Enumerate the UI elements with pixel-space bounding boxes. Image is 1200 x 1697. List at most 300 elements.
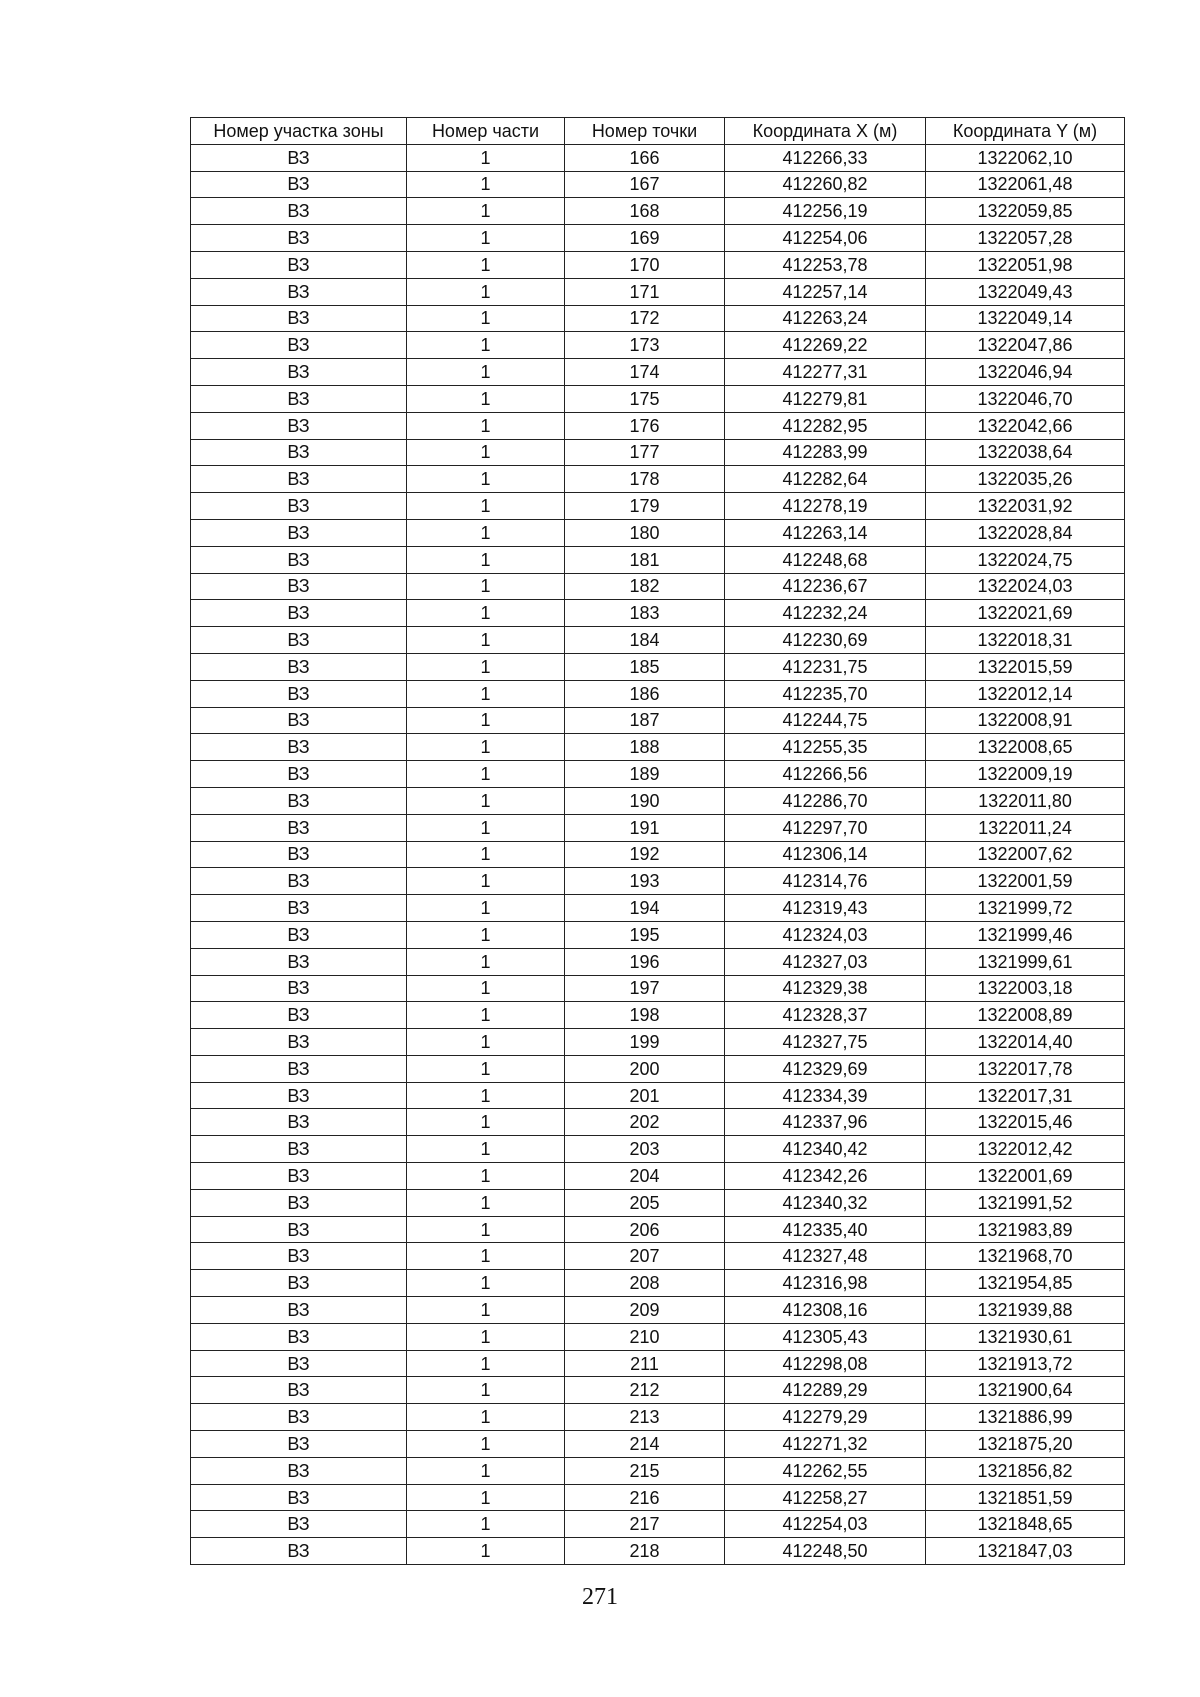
cell-part-number: 1 (407, 814, 565, 841)
cell-part-number: 1 (407, 305, 565, 332)
table-row (191, 385, 1125, 412)
cell-point-number: 196 (565, 948, 725, 975)
cell-coordinate-x: 412282,95 (725, 412, 926, 439)
table-row (191, 814, 1125, 841)
cell-zone-section: ВЗ (191, 1297, 407, 1324)
cell-coordinate-x: 412319,43 (725, 895, 926, 922)
cell-part-number: 1 (407, 1297, 565, 1324)
cell-coordinate-x: 412289,29 (725, 1377, 926, 1404)
table-row (191, 868, 1125, 895)
table-row (191, 921, 1125, 948)
cell-point-number: 184 (565, 627, 725, 654)
cell-part-number: 1 (407, 1484, 565, 1511)
cell-point-number: 189 (565, 761, 725, 788)
cell-coordinate-x: 412266,33 (725, 144, 926, 171)
cell-zone-section: ВЗ (191, 1270, 407, 1297)
cell-part-number: 1 (407, 787, 565, 814)
cell-part-number: 1 (407, 1377, 565, 1404)
cell-coordinate-x: 412328,37 (725, 1002, 926, 1029)
cell-coordinate-x: 412286,70 (725, 787, 926, 814)
table-row (191, 278, 1125, 305)
cell-coordinate-x: 412248,68 (725, 546, 926, 573)
cell-zone-section: ВЗ (191, 1136, 407, 1163)
table-row (191, 519, 1125, 546)
cell-coordinate-x: 412327,75 (725, 1029, 926, 1056)
cell-coordinate-y: 1321954,85 (926, 1270, 1125, 1297)
cell-point-number: 166 (565, 144, 725, 171)
cell-zone-section: ВЗ (191, 225, 407, 252)
table-row (191, 466, 1125, 493)
cell-point-number: 203 (565, 1136, 725, 1163)
cell-point-number: 212 (565, 1377, 725, 1404)
cell-coordinate-y: 1322014,40 (926, 1029, 1125, 1056)
table-row (191, 787, 1125, 814)
cell-coordinate-y: 1321999,46 (926, 921, 1125, 948)
cell-zone-section: ВЗ (191, 1163, 407, 1190)
cell-part-number: 1 (407, 627, 565, 654)
cell-point-number: 183 (565, 600, 725, 627)
table-row (191, 1216, 1125, 1243)
cell-coordinate-y: 1322003,18 (926, 975, 1125, 1002)
cell-point-number: 204 (565, 1163, 725, 1190)
coordinates-table (190, 117, 1125, 1565)
cell-zone-section: ВЗ (191, 171, 407, 198)
cell-coordinate-y: 1321999,72 (926, 895, 1125, 922)
cell-coordinate-x: 412244,75 (725, 707, 926, 734)
cell-coordinate-x: 412340,42 (725, 1136, 926, 1163)
table-row (191, 1484, 1125, 1511)
cell-coordinate-y: 1322001,59 (926, 868, 1125, 895)
cell-point-number: 218 (565, 1538, 725, 1565)
cell-point-number: 214 (565, 1431, 725, 1458)
cell-point-number: 216 (565, 1484, 725, 1511)
cell-part-number: 1 (407, 573, 565, 600)
table-row (191, 144, 1125, 171)
cell-point-number: 172 (565, 305, 725, 332)
cell-coordinate-y: 1322015,59 (926, 653, 1125, 680)
cell-zone-section: ВЗ (191, 734, 407, 761)
table-header-row (191, 118, 1125, 145)
cell-coordinate-y: 1321900,64 (926, 1377, 1125, 1404)
cell-zone-section: ВЗ (191, 1538, 407, 1565)
table-row (191, 1243, 1125, 1270)
cell-point-number: 193 (565, 868, 725, 895)
cell-coordinate-x: 412314,76 (725, 868, 926, 895)
cell-coordinate-y: 1321848,65 (926, 1511, 1125, 1538)
table-row (191, 1538, 1125, 1565)
table-row (191, 1163, 1125, 1190)
cell-part-number: 1 (407, 198, 565, 225)
cell-part-number: 1 (407, 1457, 565, 1484)
cell-coordinate-y: 1322035,26 (926, 466, 1125, 493)
cell-part-number: 1 (407, 1216, 565, 1243)
cell-zone-section: ВЗ (191, 493, 407, 520)
cell-coordinate-x: 412329,69 (725, 1055, 926, 1082)
cell-coordinate-y: 1322049,14 (926, 305, 1125, 332)
cell-zone-section: ВЗ (191, 600, 407, 627)
cell-zone-section: ВЗ (191, 975, 407, 1002)
cell-coordinate-x: 412329,38 (725, 975, 926, 1002)
cell-coordinate-x: 412335,40 (725, 1216, 926, 1243)
cell-coordinate-x: 412298,08 (725, 1350, 926, 1377)
cell-coordinate-y: 1321847,03 (926, 1538, 1125, 1565)
cell-coordinate-x: 412236,67 (725, 573, 926, 600)
table-body (191, 144, 1125, 1564)
cell-coordinate-x: 412327,03 (725, 948, 926, 975)
cell-zone-section: ВЗ (191, 1055, 407, 1082)
cell-part-number: 1 (407, 332, 565, 359)
cell-point-number: 175 (565, 385, 725, 412)
cell-coordinate-x: 412342,26 (725, 1163, 926, 1190)
cell-point-number: 211 (565, 1350, 725, 1377)
cell-point-number: 217 (565, 1511, 725, 1538)
cell-point-number: 174 (565, 359, 725, 386)
cell-point-number: 200 (565, 1055, 725, 1082)
cell-point-number: 197 (565, 975, 725, 1002)
cell-coordinate-x: 412324,03 (725, 921, 926, 948)
table-row (191, 1511, 1125, 1538)
table-row (191, 171, 1125, 198)
cell-zone-section: ВЗ (191, 868, 407, 895)
cell-coordinate-y: 1321999,61 (926, 948, 1125, 975)
cell-zone-section: ВЗ (191, 761, 407, 788)
cell-coordinate-x: 412254,06 (725, 225, 926, 252)
cell-coordinate-x: 412248,50 (725, 1538, 926, 1565)
cell-coordinate-x: 412337,96 (725, 1109, 926, 1136)
cell-coordinate-x: 412235,70 (725, 680, 926, 707)
cell-point-number: 208 (565, 1270, 725, 1297)
cell-part-number: 1 (407, 948, 565, 975)
cell-coordinate-x: 412257,14 (725, 278, 926, 305)
cell-coordinate-x: 412278,19 (725, 493, 926, 520)
cell-point-number: 194 (565, 895, 725, 922)
cell-coordinate-y: 1322038,64 (926, 439, 1125, 466)
cell-part-number: 1 (407, 1136, 565, 1163)
cell-point-number: 185 (565, 653, 725, 680)
cell-zone-section: ВЗ (191, 948, 407, 975)
cell-coordinate-y: 1322009,19 (926, 761, 1125, 788)
cell-coordinate-y: 1321983,89 (926, 1216, 1125, 1243)
cell-zone-section: ВЗ (191, 1109, 407, 1136)
cell-coordinate-x: 412306,14 (725, 841, 926, 868)
cell-point-number: 190 (565, 787, 725, 814)
cell-coordinate-x: 412297,70 (725, 814, 926, 841)
cell-point-number: 176 (565, 412, 725, 439)
cell-point-number: 210 (565, 1323, 725, 1350)
cell-part-number: 1 (407, 1189, 565, 1216)
cell-coordinate-y: 1322024,75 (926, 546, 1125, 573)
table-row (191, 493, 1125, 520)
cell-part-number: 1 (407, 1431, 565, 1458)
table-row (191, 1457, 1125, 1484)
cell-part-number: 1 (407, 1511, 565, 1538)
table-row (191, 412, 1125, 439)
cell-zone-section: ВЗ (191, 1323, 407, 1350)
cell-coordinate-y: 1322011,80 (926, 787, 1125, 814)
cell-part-number: 1 (407, 251, 565, 278)
cell-zone-section: ВЗ (191, 1377, 407, 1404)
table-row (191, 198, 1125, 225)
cell-coordinate-y: 1322012,42 (926, 1136, 1125, 1163)
table-row (191, 225, 1125, 252)
cell-point-number: 167 (565, 171, 725, 198)
cell-part-number: 1 (407, 1538, 565, 1565)
cell-zone-section: ВЗ (191, 1484, 407, 1511)
table-row (191, 332, 1125, 359)
cell-coordinate-y: 1321968,70 (926, 1243, 1125, 1270)
cell-point-number: 186 (565, 680, 725, 707)
cell-coordinate-y: 1322047,86 (926, 332, 1125, 359)
cell-part-number: 1 (407, 144, 565, 171)
table-row (191, 734, 1125, 761)
table-row (191, 895, 1125, 922)
table-row (191, 1350, 1125, 1377)
cell-zone-section: ВЗ (191, 385, 407, 412)
cell-zone-section: ВЗ (191, 787, 407, 814)
cell-coordinate-y: 1321875,20 (926, 1431, 1125, 1458)
cell-part-number: 1 (407, 1243, 565, 1270)
cell-coordinate-y: 1322012,14 (926, 680, 1125, 707)
cell-coordinate-y: 1321851,59 (926, 1484, 1125, 1511)
cell-point-number: 207 (565, 1243, 725, 1270)
cell-coordinate-x: 412230,69 (725, 627, 926, 654)
cell-point-number: 177 (565, 439, 725, 466)
cell-coordinate-x: 412260,82 (725, 171, 926, 198)
header-part-number: Номер части (407, 118, 565, 145)
cell-part-number: 1 (407, 385, 565, 412)
table-row (191, 948, 1125, 975)
table-row (191, 1377, 1125, 1404)
cell-zone-section: ВЗ (191, 439, 407, 466)
cell-coordinate-y: 1322028,84 (926, 519, 1125, 546)
cell-part-number: 1 (407, 546, 565, 573)
cell-point-number: 195 (565, 921, 725, 948)
cell-zone-section: ВЗ (191, 841, 407, 868)
cell-coordinate-x: 412232,24 (725, 600, 926, 627)
cell-zone-section: ВЗ (191, 198, 407, 225)
cell-part-number: 1 (407, 761, 565, 788)
table-row (191, 439, 1125, 466)
cell-part-number: 1 (407, 1082, 565, 1109)
cell-point-number: 171 (565, 278, 725, 305)
table-row (191, 761, 1125, 788)
table-row (191, 251, 1125, 278)
cell-part-number: 1 (407, 1350, 565, 1377)
cell-part-number: 1 (407, 868, 565, 895)
table-row (191, 707, 1125, 734)
cell-part-number: 1 (407, 1323, 565, 1350)
cell-zone-section: ВЗ (191, 1511, 407, 1538)
cell-part-number: 1 (407, 359, 565, 386)
table-row (191, 627, 1125, 654)
cell-coordinate-y: 1322011,24 (926, 814, 1125, 841)
cell-point-number: 202 (565, 1109, 725, 1136)
table-row (191, 1002, 1125, 1029)
cell-zone-section: ВЗ (191, 1350, 407, 1377)
cell-zone-section: ВЗ (191, 573, 407, 600)
cell-zone-section: ВЗ (191, 627, 407, 654)
cell-coordinate-y: 1322061,48 (926, 171, 1125, 198)
table-row (191, 1136, 1125, 1163)
cell-coordinate-y: 1322021,69 (926, 600, 1125, 627)
cell-coordinate-x: 412340,32 (725, 1189, 926, 1216)
cell-coordinate-y: 1322001,69 (926, 1163, 1125, 1190)
cell-part-number: 1 (407, 439, 565, 466)
cell-point-number: 187 (565, 707, 725, 734)
table-row (191, 653, 1125, 680)
cell-coordinate-y: 1321991,52 (926, 1189, 1125, 1216)
cell-part-number: 1 (407, 653, 565, 680)
cell-part-number: 1 (407, 171, 565, 198)
table-row (191, 573, 1125, 600)
cell-zone-section: ВЗ (191, 1431, 407, 1458)
cell-point-number: 170 (565, 251, 725, 278)
cell-coordinate-x: 412269,22 (725, 332, 926, 359)
cell-part-number: 1 (407, 1270, 565, 1297)
table-row (191, 680, 1125, 707)
cell-zone-section: ВЗ (191, 1243, 407, 1270)
table-row (191, 1189, 1125, 1216)
cell-coordinate-x: 412305,43 (725, 1323, 926, 1350)
cell-point-number: 178 (565, 466, 725, 493)
cell-coordinate-x: 412277,31 (725, 359, 926, 386)
cell-coordinate-y: 1322017,31 (926, 1082, 1125, 1109)
cell-coordinate-y: 1322008,89 (926, 1002, 1125, 1029)
cell-point-number: 192 (565, 841, 725, 868)
cell-coordinate-y: 1322062,10 (926, 144, 1125, 171)
cell-part-number: 1 (407, 600, 565, 627)
cell-coordinate-x: 412316,98 (725, 1270, 926, 1297)
cell-zone-section: ВЗ (191, 1082, 407, 1109)
cell-point-number: 191 (565, 814, 725, 841)
cell-point-number: 215 (565, 1457, 725, 1484)
cell-coordinate-x: 412266,56 (725, 761, 926, 788)
cell-coordinate-y: 1322059,85 (926, 198, 1125, 225)
table-row (191, 305, 1125, 332)
cell-point-number: 168 (565, 198, 725, 225)
cell-part-number: 1 (407, 734, 565, 761)
cell-coordinate-y: 1322049,43 (926, 278, 1125, 305)
cell-part-number: 1 (407, 1055, 565, 1082)
cell-zone-section: ВЗ (191, 332, 407, 359)
table-row (191, 1055, 1125, 1082)
cell-point-number: 206 (565, 1216, 725, 1243)
cell-coordinate-y: 1322046,94 (926, 359, 1125, 386)
header-zone-section-number: Номер участка зоны (191, 118, 407, 145)
cell-part-number: 1 (407, 975, 565, 1002)
cell-coordinate-x: 412279,81 (725, 385, 926, 412)
cell-coordinate-x: 412231,75 (725, 653, 926, 680)
cell-coordinate-y: 1322031,92 (926, 493, 1125, 520)
cell-coordinate-x: 412334,39 (725, 1082, 926, 1109)
cell-zone-section: ВЗ (191, 278, 407, 305)
cell-part-number: 1 (407, 1404, 565, 1431)
cell-zone-section: ВЗ (191, 1457, 407, 1484)
header-point-number: Номер точки (565, 118, 725, 145)
cell-point-number: 173 (565, 332, 725, 359)
cell-part-number: 1 (407, 921, 565, 948)
cell-part-number: 1 (407, 1002, 565, 1029)
table-row (191, 359, 1125, 386)
cell-part-number: 1 (407, 841, 565, 868)
cell-zone-section: ВЗ (191, 814, 407, 841)
cell-coordinate-y: 1322008,91 (926, 707, 1125, 734)
cell-point-number: 199 (565, 1029, 725, 1056)
cell-zone-section: ВЗ (191, 519, 407, 546)
cell-zone-section: ВЗ (191, 1029, 407, 1056)
cell-coordinate-x: 412283,99 (725, 439, 926, 466)
cell-coordinate-y: 1322007,62 (926, 841, 1125, 868)
cell-coordinate-y: 1322042,66 (926, 412, 1125, 439)
table-row (191, 600, 1125, 627)
cell-zone-section: ВЗ (191, 1216, 407, 1243)
cell-zone-section: ВЗ (191, 251, 407, 278)
cell-point-number: 213 (565, 1404, 725, 1431)
cell-coordinate-y: 1321856,82 (926, 1457, 1125, 1484)
cell-part-number: 1 (407, 466, 565, 493)
cell-coordinate-x: 412254,03 (725, 1511, 926, 1538)
cell-part-number: 1 (407, 493, 565, 520)
table-row (191, 1109, 1125, 1136)
cell-part-number: 1 (407, 1029, 565, 1056)
cell-coordinate-x: 412256,19 (725, 198, 926, 225)
cell-zone-section: ВЗ (191, 680, 407, 707)
cell-coordinate-y: 1322046,70 (926, 385, 1125, 412)
cell-zone-section: ВЗ (191, 1002, 407, 1029)
cell-zone-section: ВЗ (191, 546, 407, 573)
cell-zone-section: ВЗ (191, 1189, 407, 1216)
cell-point-number: 181 (565, 546, 725, 573)
cell-zone-section: ВЗ (191, 305, 407, 332)
cell-coordinate-x: 412327,48 (725, 1243, 926, 1270)
cell-zone-section: ВЗ (191, 707, 407, 734)
cell-zone-section: ВЗ (191, 466, 407, 493)
cell-coordinate-y: 1321939,88 (926, 1297, 1125, 1324)
cell-coordinate-x: 412258,27 (725, 1484, 926, 1511)
cell-part-number: 1 (407, 225, 565, 252)
cell-coordinate-x: 412262,55 (725, 1457, 926, 1484)
cell-coordinate-y: 1321886,99 (926, 1404, 1125, 1431)
cell-coordinate-x: 412279,29 (725, 1404, 926, 1431)
cell-zone-section: ВЗ (191, 653, 407, 680)
table-row (191, 841, 1125, 868)
table-row (191, 1297, 1125, 1324)
cell-coordinate-y: 1322024,03 (926, 573, 1125, 600)
cell-part-number: 1 (407, 278, 565, 305)
cell-part-number: 1 (407, 707, 565, 734)
cell-coordinate-x: 412308,16 (725, 1297, 926, 1324)
cell-coordinate-y: 1321930,61 (926, 1323, 1125, 1350)
cell-coordinate-y: 1322008,65 (926, 734, 1125, 761)
cell-zone-section: ВЗ (191, 359, 407, 386)
table-row (191, 1431, 1125, 1458)
cell-coordinate-x: 412271,32 (725, 1431, 926, 1458)
cell-coordinate-x: 412253,78 (725, 251, 926, 278)
cell-zone-section: ВЗ (191, 895, 407, 922)
header-coordinate-x: Координата X (м) (725, 118, 926, 145)
cell-coordinate-x: 412282,64 (725, 466, 926, 493)
table-row (191, 546, 1125, 573)
cell-part-number: 1 (407, 1109, 565, 1136)
cell-part-number: 1 (407, 1163, 565, 1190)
cell-point-number: 188 (565, 734, 725, 761)
cell-part-number: 1 (407, 680, 565, 707)
table-row (191, 1029, 1125, 1056)
header-coordinate-y: Координата Y (м) (926, 118, 1125, 145)
cell-part-number: 1 (407, 895, 565, 922)
cell-point-number: 198 (565, 1002, 725, 1029)
cell-coordinate-y: 1322015,46 (926, 1109, 1125, 1136)
